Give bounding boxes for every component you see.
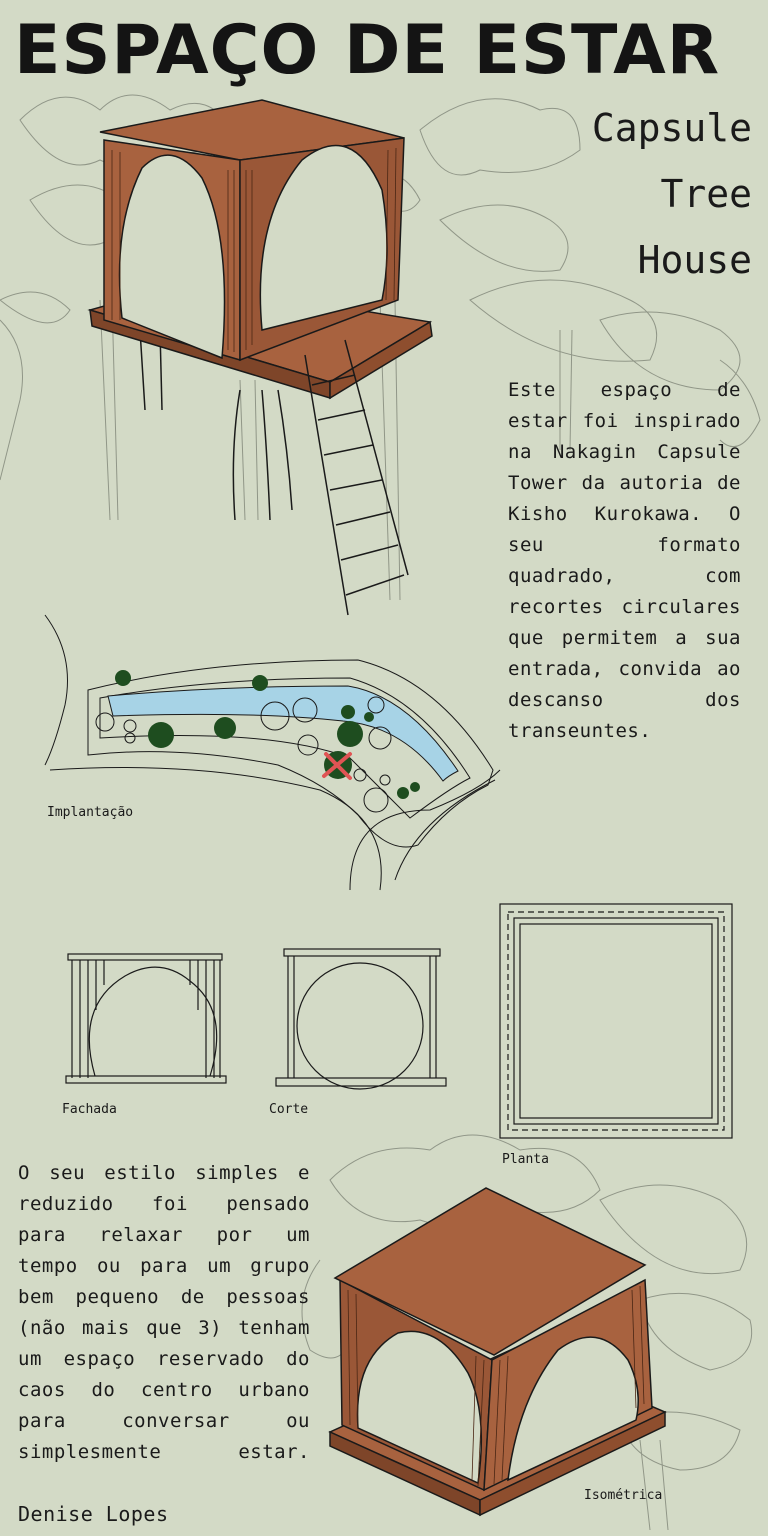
subtitle-line-1: Capsule — [591, 106, 752, 150]
subtitle-line-2: Tree — [660, 172, 752, 216]
caption-implantacao: Implantação — [47, 805, 134, 820]
caption-planta: Planta — [502, 1152, 549, 1167]
caption-corte: Corte — [269, 1102, 309, 1117]
description-paragraph-2: O seu estilo simples e reduzido foi pensado para relaxar por um tempo ou para um grupo bem pequeno de pessoas (não mais que 3) tenham um espaço reservado do caos do centro urbano para conversar ou simplesmente estar. — [18, 1162, 310, 1463]
caption-isometrica: Isométrica — [584, 1488, 663, 1503]
author-name: Denise Lopes — [18, 1502, 169, 1526]
description-paragraph-1: Este espaço de estar foi inspirado na Nakagin Capsule Tower da autoria de Kisho Kurokawa. O seu formato quadrado, com recortes circulares que permitem a sua entrada, convida ao descanso dos transeuntes. — [508, 379, 741, 742]
subtitle-line-3: House — [637, 238, 752, 282]
page-title: ESPAÇO DE ESTAR — [14, 11, 721, 90]
caption-fachada: Fachada — [62, 1102, 117, 1117]
